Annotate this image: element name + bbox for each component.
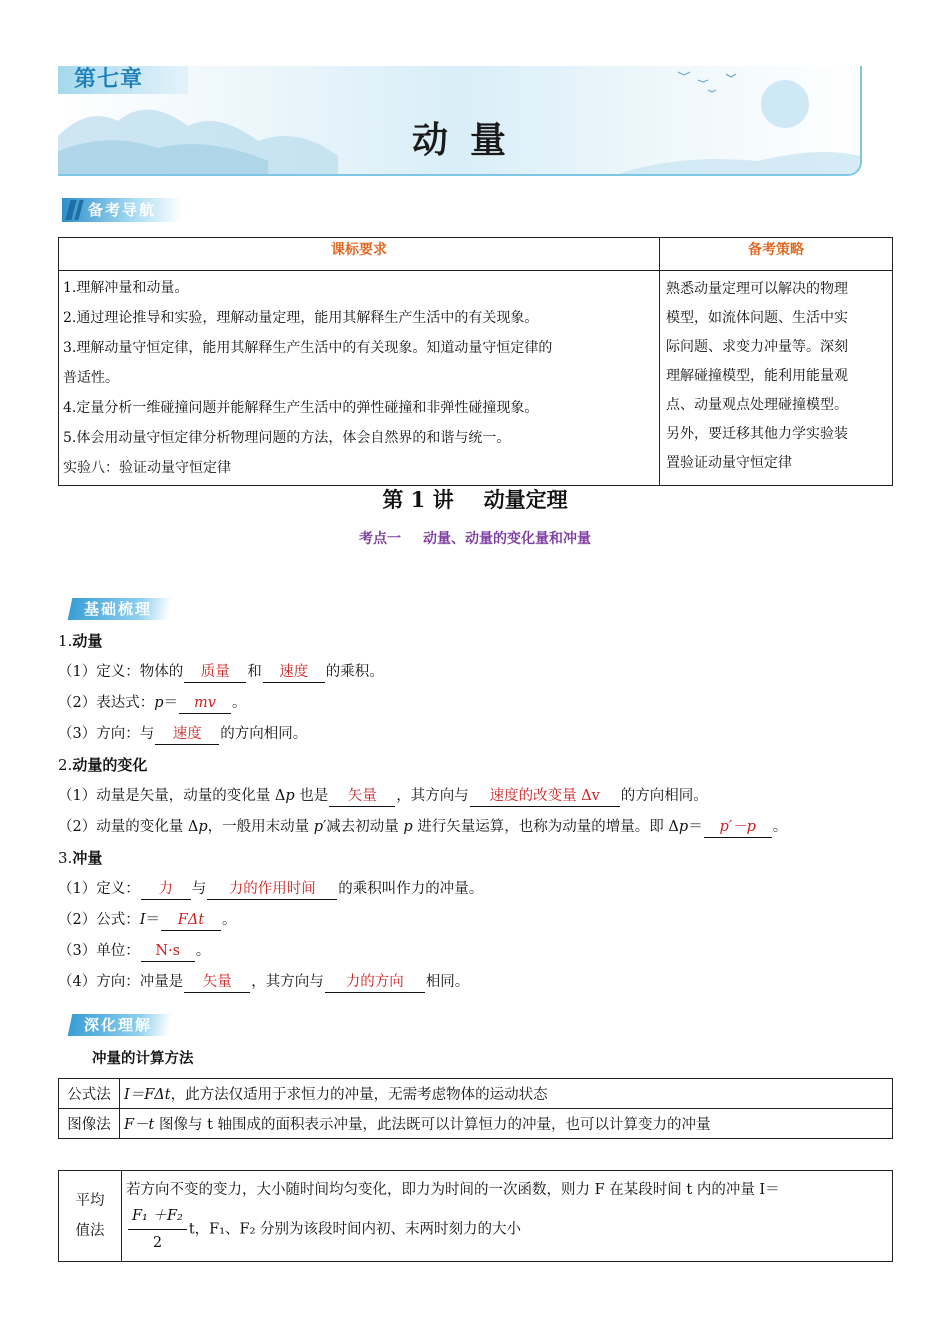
- answer-blank: p′－p: [704, 817, 772, 838]
- heading-text: 动量: [72, 632, 103, 650]
- strategy-line: 模型，如流体问题、生活中实: [666, 310, 848, 326]
- guide-table: [58, 237, 893, 486]
- requirement-item: 1.理解冲量和动量。: [63, 280, 189, 296]
- variable: p: [678, 819, 689, 835]
- heading-number: 3.: [58, 849, 73, 867]
- text: （1）动量是矢量，动量的变化量 Δ: [58, 788, 286, 804]
- method-description: [120, 1109, 893, 1139]
- strategy-header: 备考策略: [660, 238, 893, 271]
- strategy-line: 置验证动量守恒定律: [666, 455, 792, 471]
- text: 图像与 t 轴围成的面积表示冲量，此法既可以计算恒力的冲量，也可以计算变力的冲量: [154, 1117, 711, 1133]
- method-name: 公式法: [59, 1079, 120, 1109]
- change-heading: [58, 750, 898, 781]
- table-row: [59, 1109, 893, 1139]
- impulse-unit: [58, 936, 898, 967]
- text: 平均: [75, 1193, 105, 1209]
- momentum-expression: [58, 688, 898, 719]
- chapter-title: 动量: [411, 120, 528, 161]
- impulse-definition: [58, 874, 898, 905]
- text: 进行矢量运算，也称为动量的增量。即 Δ: [412, 819, 679, 835]
- formula: I＝FΔt: [124, 1087, 171, 1103]
- method-description: [122, 1171, 893, 1262]
- requirement-item: 实验八：验证动量守恒定律: [63, 460, 231, 476]
- text: （1）定义：: [58, 881, 140, 897]
- answer-blank: 速度: [263, 662, 325, 683]
- method-name: 图像法: [59, 1109, 120, 1139]
- table-row: [59, 1079, 893, 1109]
- calc-methods-title: 冲量的计算方法: [92, 1051, 194, 1067]
- variable: p: [285, 788, 295, 804]
- topic-title: 动量、动量的变化量和冲量: [423, 531, 591, 547]
- answer-blank: 速度的改变量 Δv: [470, 786, 620, 807]
- heading-number: 1.: [58, 632, 73, 650]
- answer-blank: mv: [179, 693, 231, 714]
- text: 值法: [75, 1223, 105, 1239]
- calc-methods-table: [58, 1078, 893, 1139]
- text: 和: [247, 664, 262, 680]
- basics-content: [58, 626, 898, 998]
- text: 相同。: [425, 974, 470, 990]
- change-item-1: [58, 781, 898, 812]
- heading-text: 冲量: [72, 849, 103, 867]
- text: 也是: [294, 788, 329, 804]
- requirement-item: 普适性。: [63, 370, 119, 386]
- momentum-heading: [58, 626, 898, 657]
- text: （3）方向：与: [58, 726, 155, 742]
- strategy-line: 另外，要迁移其他力学实验装: [666, 426, 848, 442]
- text: ＝: [688, 819, 703, 835]
- text: 的方向相同。: [620, 788, 708, 804]
- basics-tag-label: 基础梳理: [84, 600, 153, 618]
- requirement-item: 3.理解动量守恒定律，能用其解释生产生活中的有关现象。知道动量守恒定律的: [63, 340, 553, 356]
- lecture-name: 动量定理: [483, 487, 568, 512]
- lecture-title: [0, 484, 950, 514]
- heading-number: 2.: [58, 756, 73, 774]
- text: 。: [221, 912, 237, 928]
- text: 。: [195, 943, 211, 959]
- answer-blank: 力的作用时间: [207, 879, 337, 900]
- text: （4）方向：冲量是: [58, 974, 184, 990]
- answer-blank: 矢量: [184, 972, 250, 993]
- text: ＝: [163, 695, 179, 711]
- text: 的方向相同。: [220, 726, 308, 742]
- answer-blank: 速度: [155, 724, 219, 745]
- strategy-line: 点、动量观点处理碰撞模型。: [666, 397, 848, 413]
- heading-text: 动量的变化: [72, 756, 148, 774]
- text: ＝: [145, 912, 160, 928]
- numerator: F₁ ＋F₂: [128, 1203, 187, 1230]
- text: （3）单位：: [58, 943, 140, 959]
- text: ，一般用末动量: [207, 819, 314, 835]
- formula: F－t: [124, 1117, 155, 1133]
- text: （2）表达式：: [58, 695, 155, 711]
- answer-blank: N·s: [141, 941, 195, 962]
- answer-blank: 力的方向: [325, 972, 425, 993]
- method-description: [120, 1079, 893, 1109]
- lecture-number: 第 1 讲: [382, 487, 454, 512]
- text: （1）定义：物体的: [58, 664, 184, 680]
- answer-blank: 质量: [184, 662, 246, 683]
- requirement-item: 2.通过理论推导和实验，理解动量定理，能用其解释生产生活中的有关现象。: [63, 310, 539, 326]
- deep-tag: [68, 1014, 173, 1036]
- text: ，此方法仅适用于求恒力的冲量，无需考虑物体的运动状态: [170, 1087, 548, 1103]
- basics-tag: [68, 598, 173, 620]
- momentum-direction: [58, 719, 898, 750]
- answer-blank: 力: [141, 879, 191, 900]
- variable: I: [139, 912, 146, 928]
- deep-tag-label: 深化理解: [84, 1016, 153, 1034]
- impulse-direction: [58, 967, 898, 998]
- text: 的乘积叫作力的冲量。: [338, 881, 484, 897]
- formula-line: [126, 1203, 888, 1256]
- topic-heading: [0, 528, 950, 548]
- guide-tag: 备考导航: [62, 198, 182, 222]
- requirements-cell: [59, 271, 660, 486]
- text: 减去初动量: [326, 819, 404, 835]
- strategy-cell: [660, 271, 893, 486]
- requirement-item: 4.定量分析一维碰撞问题并能解释生产生活中的弹性碰撞和非弹性碰撞现象。: [63, 400, 539, 416]
- strategy-line: 理解碰撞模型，能利用能量观: [666, 368, 848, 384]
- variable: p: [198, 819, 208, 835]
- text: 。: [232, 695, 247, 711]
- denominator: 2: [152, 1234, 163, 1251]
- requirement-item: 5.体会用动量守恒定律分析物理问题的方法，体会自然界的和谐与统一。: [63, 430, 511, 446]
- average-method-table: [58, 1170, 893, 1262]
- strategy-line: 际问题、求变力冲量等。深刻: [666, 339, 848, 355]
- strategy-line: 熟悉动量定理可以解决的物理: [666, 281, 848, 297]
- change-item-2: [58, 812, 898, 843]
- variable: p: [403, 819, 413, 835]
- text: 。: [772, 819, 788, 835]
- impulse-formula: [58, 905, 898, 936]
- topic-label: 考点一: [359, 531, 401, 547]
- impulse-heading: [58, 843, 898, 874]
- text: ，其方向与: [251, 974, 324, 990]
- text: （2）公式：: [58, 912, 140, 928]
- text: 若方向不变的变力，大小随时间均匀变化，即力为时间的一次函数，则力 F 在某段时间 t 内的冲量 I＝: [126, 1181, 780, 1198]
- method-name: [59, 1171, 122, 1262]
- text: 与: [191, 881, 207, 897]
- text: 的乘积。: [325, 664, 384, 680]
- text: （2）动量的变化量 Δ: [58, 819, 199, 835]
- variable: p′: [313, 819, 327, 835]
- chapter-label: 第七章: [58, 66, 188, 94]
- fraction: [128, 1203, 187, 1256]
- variable: p: [154, 695, 164, 711]
- text: t，F₁、F₂ 分别为该段时间内初、末两时刻力的大小: [188, 1221, 522, 1237]
- requirements-header: 课标要求: [59, 238, 660, 271]
- text: ，其方向与: [396, 788, 469, 804]
- answer-blank: FΔt: [161, 910, 221, 931]
- momentum-definition: [58, 657, 898, 688]
- answer-blank: 矢量: [329, 786, 395, 807]
- table-row: [59, 1171, 893, 1262]
